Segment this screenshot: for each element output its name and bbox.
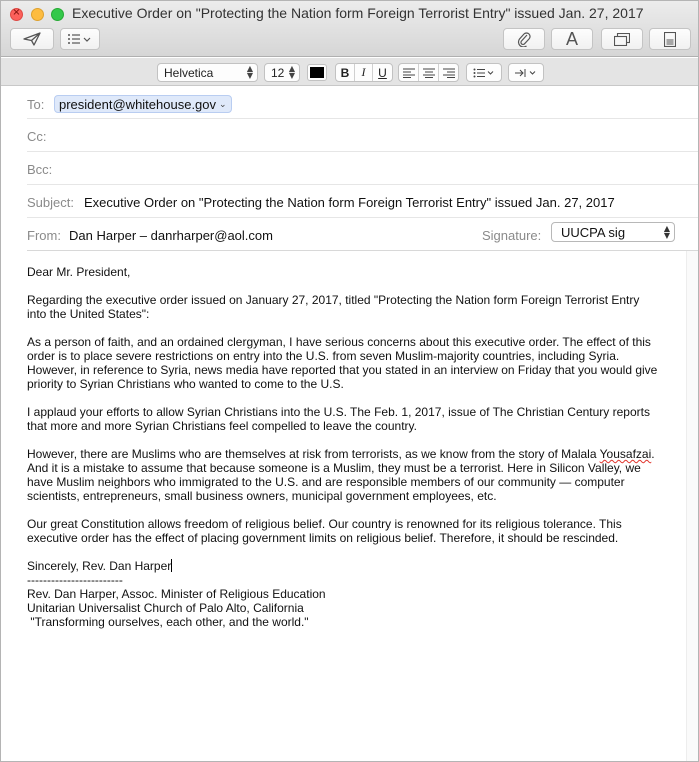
to-row [27, 90, 698, 119]
scrollbar-track[interactable] [686, 251, 698, 761]
signature-divider: ------------------------ [27, 573, 123, 587]
text-style-group [335, 63, 393, 82]
bcc-row[interactable] [27, 152, 698, 185]
from-row [27, 218, 698, 251]
font-family-value: Helvetica [164, 65, 214, 80]
window-icon [614, 33, 630, 46]
close-icon: × [12, 7, 21, 18]
format-button[interactable] [551, 28, 593, 50]
color-swatch [310, 67, 324, 78]
cc-label: Cc: [27, 129, 47, 144]
indent-select[interactable] [508, 63, 544, 82]
misspelled-word[interactable]: Yousafzai [599, 447, 652, 461]
chevron-down-icon: ⌄ [219, 98, 227, 109]
attach-button[interactable] [503, 28, 545, 50]
signature-line: "Transforming ourselves, each other, and the world." [27, 615, 309, 629]
font-size-select[interactable] [264, 63, 300, 82]
bcc-label: Bcc: [27, 162, 53, 177]
subject-row[interactable] [27, 185, 698, 218]
stepper-icon: ▲ ▼ [288, 64, 295, 80]
subject-label: Subject: [27, 195, 74, 210]
align-right-button[interactable] [439, 64, 458, 81]
italic-button[interactable]: I [355, 64, 373, 81]
stepper-icon: ▲ ▼ [663, 224, 670, 240]
greeting: Dear Mr. President, [27, 265, 131, 279]
font-family-select[interactable] [157, 63, 258, 82]
zoom-window-button[interactable] [51, 8, 64, 21]
photo-browser-button[interactable] [649, 28, 691, 50]
signature-line: Rev. Dan Harper, Assoc. Minister of Religious Education [27, 587, 326, 601]
minimize-window-button[interactable] [31, 8, 44, 21]
signature-select[interactable] [551, 222, 675, 242]
bold-button[interactable]: B [336, 64, 355, 81]
align-right-icon [443, 68, 455, 78]
from-label: From: [27, 228, 61, 243]
closing [27, 559, 667, 573]
align-left-button[interactable] [399, 64, 419, 81]
body-paragraph [27, 447, 667, 503]
signature-label: Signature: [482, 228, 542, 243]
window-title: Executive Order on "Protecting the Nation form Foreign Terrorist Entry" issued Jan. 27, 2017 [72, 5, 644, 21]
paperclip-icon [517, 31, 531, 47]
body-paragraph: Our great Constitution allows freedom of religious belief. Our country is renowned for its religious tolerance. This executive order has the effect of placing government limits on religious belief. Therefore, it should be rescinded. [27, 517, 622, 545]
bulleted-list-icon [473, 68, 495, 78]
list-style-select[interactable] [466, 63, 502, 82]
signature-value: UUCPA sig [561, 224, 626, 240]
format-bar [1, 58, 698, 86]
window-chrome [1, 1, 698, 57]
font-icon: A [565, 28, 578, 49]
body-paragraph: Regarding the executive order issued on January 27, 2017, titled "Protecting the Nation form Foreign Terrorist Entry into the United States": [27, 293, 640, 321]
subject-field[interactable]: Executive Order on "Protecting the Nation form Foreign Terrorist Entry" issued Jan. 27, 2017 [84, 195, 615, 210]
font-size-value: 12 [271, 65, 285, 80]
underline-button[interactable]: U [378, 65, 387, 80]
recipient-token[interactable] [54, 95, 232, 113]
align-left-icon [403, 68, 415, 78]
align-center-button[interactable] [419, 64, 439, 81]
align-center-icon [423, 68, 435, 78]
browser-button[interactable] [601, 28, 643, 50]
close-window-button[interactable] [10, 8, 23, 21]
text-cursor [171, 559, 172, 572]
to-label: To: [27, 97, 45, 112]
closing-text: Sincerely, Rev. Dan Harper [27, 559, 172, 573]
cc-row[interactable] [27, 119, 698, 152]
send-button[interactable] [10, 28, 54, 50]
text-run: . And it is a mistake to assume that because someone is a Muslim, they must be a terrorist. Here in Silicon Valley, we have Muslim neighbors who immigrated to the U.S. and are responsible members of our community — computer scientists, entrepreneurs, small business owners, municipal government employees, etc. [27, 447, 655, 503]
list-icon [67, 33, 93, 45]
header-fields-button[interactable] [60, 28, 100, 50]
signature-line: Unitarian Universalist Church of Palo Alto, California [27, 601, 304, 615]
indent-icon [514, 68, 538, 78]
body-paragraph: As a person of faith, and an ordained clergyman, I have serious concerns about this executive order. The effect of this order is to place severe restrictions on entry into the U.S. from seven Muslim-majority countries, including Syria. However, in reference to Syria, news media have reported that you stated in an interview on Friday that you would give priority to Syrian Christians who wanted to come to the U.S. [27, 335, 658, 391]
photo-browser-icon [664, 32, 676, 47]
text-run: However, there are Muslims who are themselves at risk from terrorists, as we know from the story of Malala [27, 447, 600, 461]
alignment-group [398, 63, 459, 82]
message-body[interactable] [27, 265, 667, 629]
from-account[interactable]: Dan Harper – danrharper@aol.com [69, 228, 273, 243]
paper-plane-icon [23, 32, 41, 46]
body-paragraph: I applaud your efforts to allow Syrian Christians into the U.S. The Feb. 1, 2017, issue of The Christian Century reports that more and more Syrian Christians feel compelled to leave the country. [27, 405, 650, 433]
recipient-address: president@whitehouse.gov [59, 96, 217, 112]
stepper-icon: ▲ ▼ [246, 64, 253, 80]
text-color-well[interactable] [307, 64, 327, 81]
